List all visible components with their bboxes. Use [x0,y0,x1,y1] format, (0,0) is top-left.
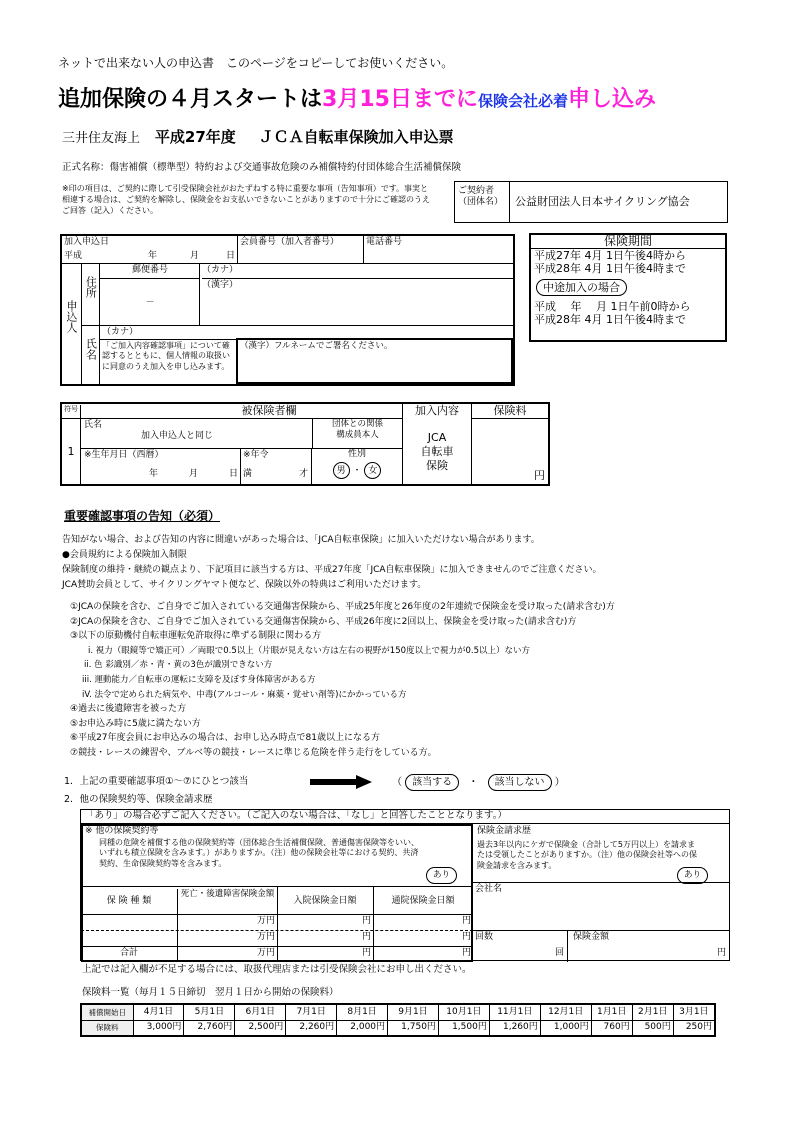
midway-badge: 中途加入の場合 [536,279,627,296]
premium-field[interactable] [472,419,548,484]
other-insurance-section [80,809,730,961]
address-kana: （カナ） [202,265,513,279]
age-suffix: 才 [299,469,309,479]
date-cell: 5月1日 [184,1004,235,1020]
plan-line-3: 保険 [426,459,448,472]
premium-table [80,1003,716,1037]
date-cell: 8月1日 [337,1004,388,1020]
period-line-2: 平成28年 4月 1日午後4時まで [534,262,686,275]
premium-yen: 円 [534,469,545,483]
premium-header: 保険料 [493,404,527,417]
notification-para-3: 保険制度の維持・継続の観点より、下記項目に該当する方は、平成27年度「JCA自転車保険」に加入できませんのでご注意ください。 [62,565,602,575]
postal-field[interactable] [100,264,200,326]
insured-header: 被保険者欄 [81,404,458,419]
date-cell: 10月1日 [438,1004,489,1020]
contractor-label-1: ご契約者 [458,186,495,196]
other-banner: 「あり」の場合必ずご記入ください。（ご記入のない場合は、「なし」と回答したこととなります。） [81,810,729,824]
choice-dot: ・ [468,777,479,788]
restriction-item: ①JCAの保険を含む、ご自身でご加入されている交通傷害保険から、平成25年度と26年度の2年連続で保険金を受け取った(請求含む)方 [70,602,615,612]
restriction-item: ③以下の原動機付自転車運転免許取得に準ずる制限に関わる方 [70,631,322,642]
plan-cell [402,419,472,484]
name-kana-label: （カナ） [102,327,139,337]
row1-en: 円 [361,916,371,926]
phone-label: 電話番号 [366,237,403,247]
other-contract-text: 同種の危険を補償する他の保険契約等（団体総合生活補償保険、普通傷害保険等をいい、いずれも積立保険を含みます。）がありますか。（注）他の保険会社等における契約、共済契約、生命保険契約等を含みます。 [99,838,419,868]
period-line-4: 平成28年 4月 1日午後4時まで [534,313,686,326]
col-death: 死亡・後遺障害保険金額 [177,889,277,915]
row2-en: 円 [461,932,471,942]
restriction-item: ②JCAの保険を含む、ご自身でご加入されている交通傷害保険から、平成26年度に2回以上、保険金を受け取った(請求含む)方 [70,616,577,627]
headline [58,86,656,114]
premium-cell: 2,260円 [286,1020,337,1036]
other-contract-yes[interactable]: あり [426,867,457,884]
claim-text: 過去3年以内にケガで保険金（合計して5万円以上）を請求または受領したことがありますか。（注）他の保険会社等への保険金請求を含みます。 [477,840,697,870]
birthdate-field[interactable] [81,449,241,484]
sex-label: 性別 [347,449,366,459]
consent-note: 「ご加入内容確認事項」について確認するとともに、個人情報の取扱いに同意のうえ加入を申し込みます。 [100,340,238,384]
notification-heading: 重要確認事項の告知（必須） [64,509,221,523]
headline-apply: 申し込み [567,87,656,112]
date-day: 日 [226,251,236,261]
postal-dash: － [145,298,155,308]
premium-cell: 760円 [591,1020,632,1036]
premium-row-header: 保険料 [81,1020,133,1036]
period-line-1: 平成27年 4月 1日午後4時から [534,249,686,262]
row2-en: 円 [361,932,371,942]
male-option[interactable]: 男 [333,462,350,479]
copy-notice: ネットで出来ない人の申込書 このページをコピーしてお使いください。 [58,56,454,70]
headline-deadline: 3月15日までに [322,87,478,112]
plan-header: 加入内容 [402,404,472,419]
signature-border [236,338,513,384]
name-label [82,326,100,384]
date-cell: 12月1日 [540,1004,591,1020]
important-note: ※印の項目は、ご契約に際して引受保険会社がおたずねする特に重要な事項（告知事項）です。事実と相違する場合は、ご契約を解除し、保険金をお支払いできないことがありますので十分にご確認のうえご回答（記入）ください。 [62,184,430,215]
application-table [60,234,515,386]
answer-choices [392,774,565,791]
premium-cell: 3,000円 [133,1020,184,1036]
headline-main: 追加保険の４月スタートは [58,86,323,112]
premium-table-title: 保険料一覧（毎月１５日締切 翌月１日から開始の保険料） [82,987,339,998]
choice-open: （ [392,777,402,788]
total-label: 合計 [119,948,138,958]
applicant-vertical: 申込人 [65,300,78,333]
restriction-item: ⑤お申込み時に5歳に満たない方 [70,718,201,729]
amount-unit: 円 [717,948,727,958]
fiscal-year: 平成27年度 [154,128,236,146]
contractor-box [454,181,728,223]
date-cell: 2月1日 [632,1004,673,1020]
no-header: 符号 [62,405,81,419]
date-cell: 11月1日 [489,1004,540,1020]
female-option[interactable]: 女 [364,462,381,479]
birth-label: ※生年月日（西暦） [84,450,164,460]
age-label: ※年令 [243,450,269,460]
col-outpatient: 通院保険金日額 [391,896,455,906]
date-cell: 7月1日 [286,1004,337,1020]
insured-table [60,402,550,486]
insured-name-label: 氏名 [84,420,103,430]
company-label: 会社名 [475,884,503,894]
plan-line-1: JCA [427,431,447,444]
restriction-item: ④過去に後遺障害を被った方 [70,704,187,715]
row1-man: 万円 [256,916,275,926]
premium-cell: 500円 [632,1020,673,1036]
sex-dot: ・ [352,466,362,477]
start-date-header: 補償開始日 [81,1004,133,1020]
premium-cell: 2,500円 [235,1020,286,1036]
company-name: 三井住友海上 [62,131,141,146]
address-vertical: 住所 [84,276,98,298]
age-field[interactable] [241,449,312,484]
phone-field[interactable] [364,236,513,264]
premium-cell: 1,000円 [540,1020,591,1036]
total-man: 万円 [256,948,275,958]
postal-label: 郵便番号 [100,265,200,279]
premium-cell: 250円 [673,1020,715,1036]
col-hospital: 入院保険金日額 [293,896,357,906]
table-row [81,1004,715,1020]
date-era: 平成 [64,251,83,261]
total-en: 円 [461,948,471,958]
insured-no: 1 [62,419,81,484]
date-label: 加入申込日 [64,237,110,247]
footer-note: 上記では記入欄が不足する場合には、取扱代理店または引受保険会社にお申し出ください。 [82,964,472,975]
row2-man: 万円 [256,932,275,942]
notification-para-1: 告知がない場合、および告知の内容に間違いがあった場合は、「JCA自転車保険」に加入いただけない場合があります。 [62,535,540,545]
name-vertical: 氏名 [84,338,98,360]
headline-insurer: 保険会社必着 [477,92,568,110]
form-title [62,128,454,147]
count-unit: 回 [555,948,565,958]
question-1: 1．上記の重要確認事項①～⑦にひとつ該当 [64,776,249,787]
member-number-field[interactable] [238,236,364,264]
contractor-value: 公益財団法人日本サイクリング協会 [515,195,690,208]
address-label [82,264,100,326]
form-name: ＪＣＡ自転車保険加入申込票 [258,128,454,146]
amount-label: 保険金額 [573,932,610,942]
relation-cell [312,419,402,449]
choice-applicable[interactable]: 該当する [405,774,459,791]
contractor-label [455,182,510,222]
age-prefix: 満 [243,469,253,479]
contractor-label-2: （団体名） [458,197,504,208]
date-cell: 3月1日 [673,1004,715,1020]
notification-para-4: JCA賛助会員として、サイクリングヤマト便など、保険以外の特典はご利用いただけます。 [62,580,427,590]
date-year: 年 [148,251,158,261]
relation-value: 構成員本人 [336,429,379,440]
sex-field [312,449,402,484]
claim-yes[interactable]: あり [677,867,708,884]
row1-en: 円 [461,916,471,926]
count-label: 回数 [475,932,494,942]
premium-cell: 1,750円 [388,1020,439,1036]
applicant-label [62,264,82,384]
period-line-3: 平成 年 月 1日午前0時から [534,300,691,313]
date-cell: 6月1日 [235,1004,286,1020]
total-en: 円 [361,948,371,958]
restriction-subitem: i. 視力（眼鏡等で矯正可）／両眼で0.5以上（片眼が見えない方は左右の視野が150度以上で視力が0.5以上）ない方 [88,645,531,656]
premium-cell: 2,760円 [184,1020,235,1036]
formal-name: 正式名称：傷害補償（標準型）特約および交通事故危険のみ補償特約付団体総合生活補償保険 [62,162,462,173]
choice-not-applicable[interactable]: 該当しない [488,774,552,791]
signature-note: （漢字）フルネームでご署名ください。 [240,341,393,351]
birth-month: 月 [189,469,199,479]
restriction-list [70,600,615,761]
date-cell: 4月1日 [133,1004,184,1020]
date-month: 月 [190,251,200,261]
date-cell: 9月1日 [388,1004,439,1020]
period-box [529,233,727,342]
insured-name-value: 加入申込人と同じ [141,431,214,441]
premium-cell: 2,000円 [337,1020,388,1036]
arrow-icon [310,775,372,793]
restriction-subitem: iii. 運動能力／自転車の運転に支障を及ぼす身体障害がある方 [82,674,316,685]
restriction-subitem: iV. 法令で定められた病気や、中毒(アルコール・麻薬・覚せい剤等)にかかっている方 [82,689,407,700]
restriction-item: ⑥平成27年度会員にお申込みの場合は、お申し込み時点で81歳以上になる方 [70,733,380,744]
restriction-subitem: ii. 色 彩識別／赤・青・黄の3色が識別できない方 [84,660,273,671]
claim-title: 保険金請求歴 [477,826,532,836]
notification-body [62,533,602,593]
birth-year: 年 [149,469,159,479]
application-date[interactable] [62,236,238,264]
restriction-item: ⑦競技・レースの練習や、ブルベ等の競技・レースに準じる危険を伴う走行をしている方。 [70,747,437,758]
choice-close: ） [554,777,565,788]
col-type: 保 険 種 類 [106,896,152,906]
member-number-label: 会員番号（加入者番号） [240,237,340,247]
relation-label: 団体との関係 [331,419,383,429]
premium-cell: 1,500円 [438,1020,489,1036]
other-contract-title: ※ 他の保険契約等 [85,826,159,836]
period-title: 保険期間 [531,235,725,249]
question-2: 2．他の保険契約等、保険金請求歴 [64,794,213,805]
table-row [81,1020,715,1036]
plan-line-2: 自転車 [420,445,454,458]
address-field[interactable] [200,264,513,326]
premium-cell: 1,260円 [489,1020,540,1036]
date-cell: 1月1日 [591,1004,632,1020]
notification-para-2: ●会員規約による保険加入制限 [62,550,187,560]
address-kanji: （漢字） [202,280,239,290]
birth-day: 日 [229,469,239,479]
